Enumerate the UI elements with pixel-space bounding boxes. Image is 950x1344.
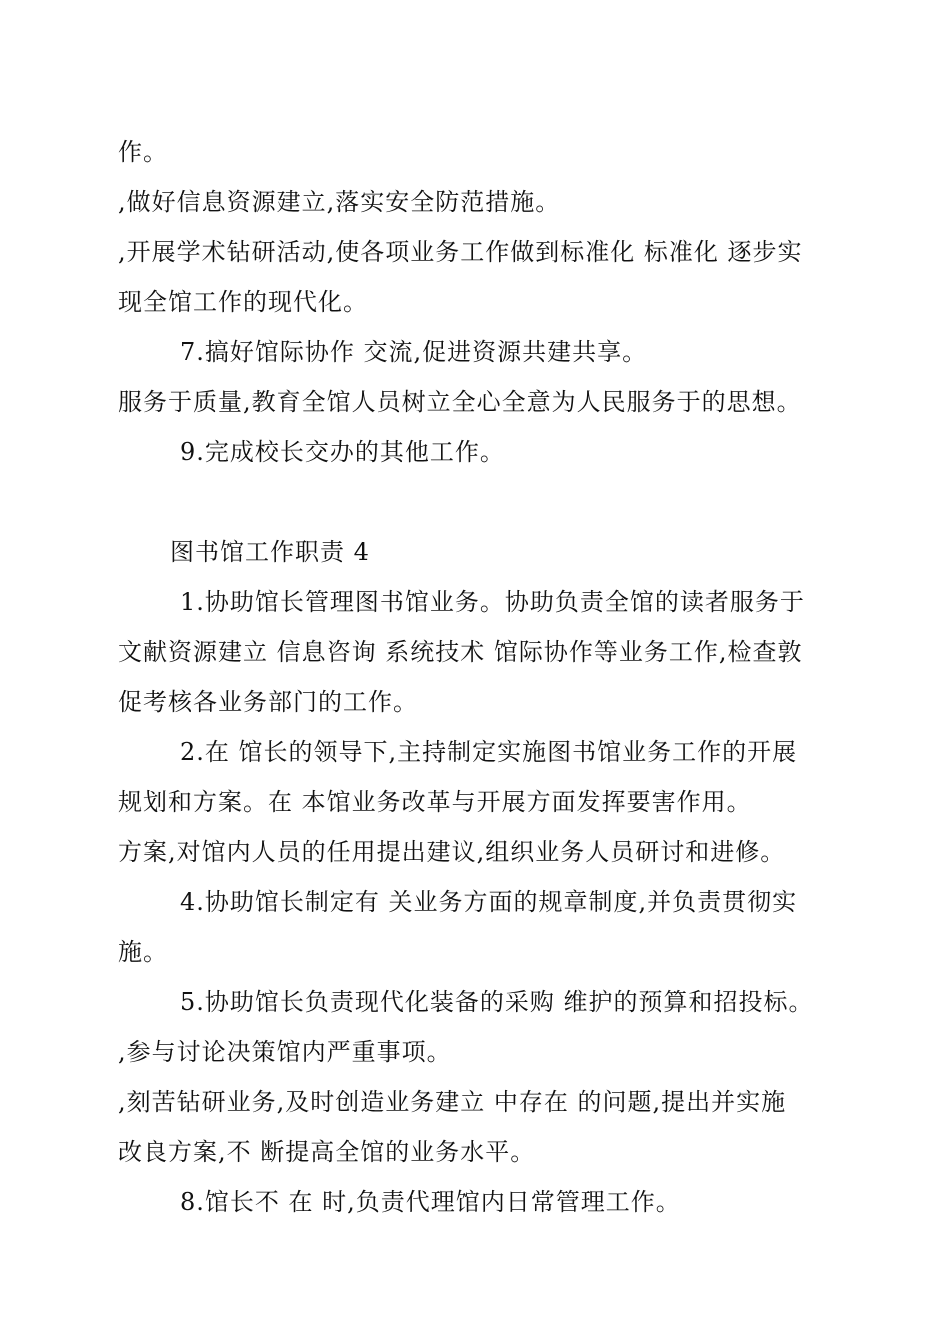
- text-line: ,做好信息资源建立,落实安全防范措施。: [118, 188, 561, 216]
- text-line: ,开展学术钻研活动,使各项业务工作做到标准化 标准化 逐步实: [118, 238, 803, 266]
- text-line: ,参与讨论决策馆内严重事项。: [118, 1038, 452, 1066]
- text-line: 改良方案,不 断提高全馆的业务水平。: [118, 1138, 536, 1166]
- text-line: 促考核各业务部门的工作。: [118, 688, 418, 716]
- text-line: 现全馆工作的现代化。: [118, 288, 368, 316]
- list-item-2: 2.在 馆长的领导下,主持制定实施图书馆业务工作的开展: [180, 738, 798, 766]
- section-heading: 图书馆工作职责 4: [170, 538, 370, 566]
- text-line: 施。: [118, 938, 168, 966]
- list-item-7: 7.搞好馆际协作 交流,促进资源共建共享。: [180, 338, 648, 366]
- text-line: 文献资源建立 信息咨询 系统技术 馆际协作等业务工作,检查敦: [118, 638, 803, 666]
- text-line: 规划和方案。在 本馆业务改革与开展方面发挥要害作用。: [118, 788, 752, 816]
- text-line: ,刻苦钻研业务,及时创造业务建立 中存在 的问题,提出并实施: [118, 1088, 787, 1116]
- text-line: 作。: [118, 138, 168, 166]
- list-item-9: 9.完成校长交办的其他工作。: [180, 438, 505, 466]
- text-line: 服务于质量,教育全馆人员树立全心全意为人民服务于的思想。: [118, 388, 802, 416]
- list-item-5: 5.协助馆长负责现代化装备的采购 维护的预算和招投标。: [180, 988, 814, 1016]
- text-line: 方案,对馆内人员的任用提出建议,组织业务人员研讨和进修。: [118, 838, 786, 866]
- list-item-4: 4.协助馆长制定有 关业务方面的规章制度,并负责贯彻实: [180, 888, 798, 916]
- list-item-1: 1.协助馆长管理图书馆业务。协助负责全馆的读者服务于: [180, 588, 805, 616]
- list-item-8: 8.馆长不 在 时,负责代理馆内日常管理工作。: [180, 1188, 681, 1216]
